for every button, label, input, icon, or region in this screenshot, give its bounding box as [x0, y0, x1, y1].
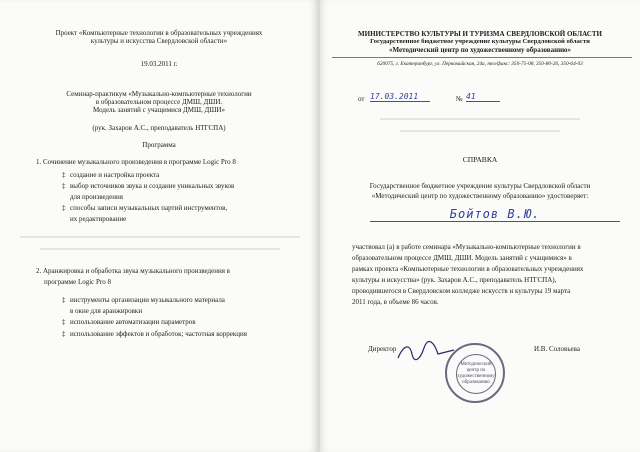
body-line: участвовал (а) в работе семинара «Музыкально-компьютерные технологии в	[352, 243, 581, 251]
stamp-text: Методический центр по художественному образованию	[456, 354, 496, 394]
body-line: образовательном процессе ДМШ, ДШИ. Модель занятий с учащимися» в	[352, 254, 572, 262]
document-title: СПРАВКА	[462, 155, 498, 164]
body-line: культуры и искусства» (рук. Захаров А.С., преподаватель НТГСПА),	[352, 276, 557, 284]
bleed-through-line	[380, 118, 580, 120]
seminar-title-line3: Модель занятий с учащимися ДМШ, ДШИ»	[93, 106, 225, 114]
director-label: Директор	[368, 345, 397, 353]
section1-item: ‡ выбор источников звука и создание уникальных звуков	[70, 182, 234, 190]
project-title-line2: культуры и искусства Свердловской области»	[90, 37, 228, 45]
section2-item: ‡ использование эффектов и обработок; частотная коррекция	[70, 330, 247, 338]
issue-date: 17.03.2011	[370, 93, 430, 102]
section1-item: ‡ создание и настройка проекта	[70, 171, 159, 179]
participant-name: Бойтов В.Ю.	[370, 207, 620, 222]
number-prefix: №	[456, 95, 463, 103]
date-prefix: от	[358, 95, 365, 103]
header-divider	[332, 57, 632, 58]
seminar-title-line2: в образовательном процессе ДМШ, ДШИ.	[95, 98, 223, 106]
section1-item-continued: для произведения	[70, 193, 123, 201]
section2-item: ‡ использование автоматизации параметров	[70, 318, 196, 326]
official-stamp	[445, 343, 505, 403]
section2-item: ‡ инструменты организации музыкального материала	[70, 296, 225, 304]
institution-line2: «Методический центр по художественному образованию»	[389, 46, 571, 54]
intro-line1: Государственное бюджетное учреждение культуры Свердловской области	[369, 182, 591, 190]
ministry-title: МИНИСТЕРСТВО КУЛЬТУРЫ И ТУРИЗМА СВЕРДЛОВСКОЙ ОБЛАСТИ	[358, 30, 602, 38]
body-line: 2011 года, в объеме 86 часов.	[352, 298, 439, 306]
section2-item-continued: в окне для аранжировки	[70, 307, 143, 315]
intro-line2: «Методический центр по художественному образованию» удостоверяет:	[371, 192, 589, 200]
section2-title-line1: 2. Аранжировка и обработка звука музыкального произведения в	[36, 267, 230, 275]
institution-line1: Государственное бюджетное учреждение культуры Свердловской области	[370, 38, 590, 45]
section1-title: 1. Сочинение музыкального произведения в программе Logic Pro 8	[36, 158, 236, 166]
program-date: 19.03.2011 г.	[140, 60, 178, 68]
bleed-through-line	[20, 236, 300, 238]
section1-item: ‡ способы записи музыкальных партий инструментов,	[70, 204, 227, 212]
section2-title-line2: программе Logic Pro 8	[44, 278, 111, 286]
section1-item-continued: их редактирование	[70, 215, 127, 223]
bleed-through-line	[400, 130, 560, 132]
document-number: 41	[466, 93, 500, 102]
body-line: проводившегося в Свердловском колледже искусств и культуры 19 марта	[352, 287, 571, 295]
program-page	[0, 0, 318, 452]
seminar-title-line1: Семинар-практикум «Музыкально-компьютерные технологии	[66, 90, 252, 98]
body-line: рамках проекта «Компьютерные технологии в образовательных учреждениях	[352, 265, 584, 273]
seminar-lead: (рук. Захаров А.С., преподаватель НТГСПА)	[92, 124, 226, 132]
program-heading: Программа	[142, 141, 176, 149]
address-line: 620075, г. Екатеринбург, ул. Первомайская, 24а, тел/факс: 350-75-08, 350-80-26, 350-64-03	[377, 61, 583, 67]
director-name: И.В. Соловьева	[534, 345, 580, 353]
project-title-line1: Проект «Компьютерные технологии в образовательных учреждениях	[55, 29, 263, 37]
bleed-through-line	[40, 248, 280, 250]
